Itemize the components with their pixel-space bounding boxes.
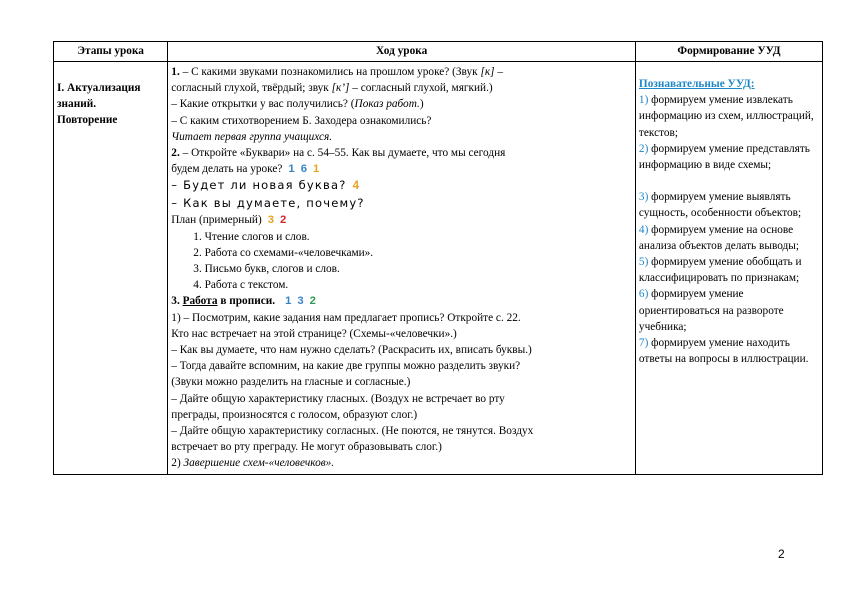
course-line-11: 3. Работа в прописи. 1 3 2 — [171, 295, 316, 308]
course-line-14: – Как вы думаете, что нам нужно сделать? (Раскрасить их, вписать буквы.) — [171, 344, 532, 357]
uud-item: 2) формируем умение представлять информацию в виде схемы; — [638, 142, 810, 172]
step-number: 1 — [312, 163, 320, 176]
uud-item: 7) формируем умение находить ответы на вопросы в иллюстрации. — [638, 337, 809, 366]
course-line-18: преграды, произносятся с голосом, образуют слог.) — [171, 408, 418, 421]
step-number: 6 — [300, 163, 307, 176]
stage-cell — [54, 62, 168, 475]
course-line-20: встречает во рту преграду. Не могут образовывать слог.) — [171, 441, 442, 454]
course-line-12: 1) – Посмотрим, какие задания нам предлагает пропись? Откройте с. 22. — [171, 311, 521, 324]
course-line-7: будем делать на уроке? 1 6 1 — [171, 163, 320, 176]
course-line-5: Читает первая группа учащихся. — [171, 130, 333, 143]
course-line-6: 2. – Откройте «Буквари» на с. 54–55. Как вы думаете, что мы сегодня — [171, 147, 506, 160]
course-line-4: – С каким стихотворением Б. Заходера ознакомились? — [171, 114, 432, 127]
stage-title: I. Актуализация знаний. — [57, 82, 141, 111]
course-line-13: Кто нас встречает на этой странице? (Схемы-«человечки».) — [171, 327, 457, 340]
step-number: 3 — [267, 214, 275, 227]
step-number: 2 — [280, 214, 287, 227]
course-line-17: – Дайте общую характеристику гласных. (Воздух не встречает во рту — [171, 392, 505, 405]
course-line-21: 2) Завершение схем-«человечков». — [171, 457, 335, 470]
course-line-15: – Тогда давайте вспомним, на какие две группы можно разделить звуки? — [171, 360, 521, 373]
lesson-plan-table — [53, 41, 823, 475]
plan-item: 4. Работа с текстом. — [193, 279, 289, 292]
step-number: 2 — [309, 295, 316, 308]
uud-item: 5) формируем умение обобщать и классифицировать по признакам; — [638, 256, 802, 285]
plan-item: 3. Письмо букв, слогов и слов. — [193, 263, 340, 276]
body-row — [54, 62, 823, 475]
uud-cell — [635, 62, 822, 475]
uud-item: 3) формируем умение выявлять сущность, особенности объектов; — [638, 191, 802, 220]
plan-item: 1. Чтение слогов и слов. — [193, 230, 310, 243]
course-line-3: – Какие открытки у вас получились? (Показ работ.) — [171, 98, 424, 111]
step-number: 1 — [285, 295, 292, 308]
header-course: Ход урока — [168, 42, 636, 62]
uud-title: Познавательные УУД: — [638, 78, 755, 90]
course-cell — [168, 62, 636, 475]
plan-item: 2. Работа со схемами-«человечками». — [193, 246, 374, 259]
uud-item: 6) формируем умение ориентироваться на развороте учебника; — [638, 288, 784, 333]
uud-item: 1) формируем умение извлекать информацию из схем, иллюстраций, текстов; — [638, 94, 814, 139]
step-number: 1 — [288, 163, 295, 176]
page-number: 2 — [778, 547, 785, 561]
course-line-19: – Дайте общую характеристику согласных. (Не поются, не тянутся. Воздух — [171, 425, 534, 438]
uud-spacer — [639, 173, 819, 189]
course-line-2: согласный глухой, твёрдый; звук [к’] – согласный глухой, мягкий.) — [171, 82, 493, 95]
uud-item: 4) формируем умение на основе анализа объектов делать выводы; — [638, 223, 799, 252]
course-line-1: 1. – С какими звуками познакомились на прошлом уроке? (Звук [к] – — [171, 66, 504, 78]
step-number: 3 — [297, 295, 304, 308]
course-line-9: – Как вы думаете, почему? — [171, 196, 365, 211]
header-row — [54, 42, 823, 62]
course-line-16: (Звуки можно разделить на гласные и согласные.) — [171, 376, 411, 389]
course-line-8: – Будет ли новая буква? 4 — [171, 178, 361, 193]
course-line-10: План (примерный) 3 2 — [171, 214, 287, 227]
header-uud: Формирование УУД — [635, 42, 822, 62]
step-number: 4 — [352, 180, 361, 193]
stage-subtitle: Повторение — [57, 114, 118, 127]
header-stages: Этапы урока — [54, 42, 168, 62]
